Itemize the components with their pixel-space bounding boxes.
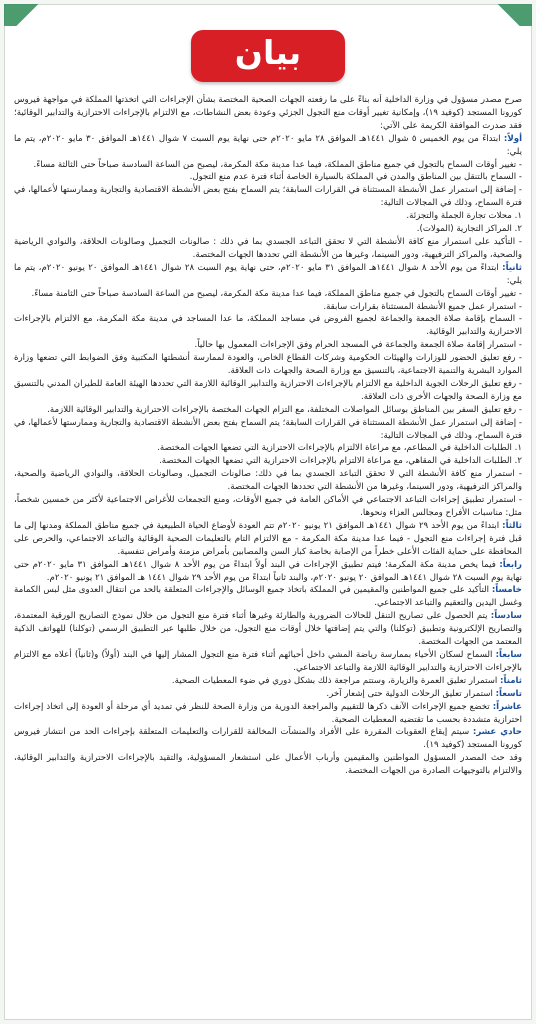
paragraph-text: ابتداءً من يوم الأحد ٨ شوال ١٤٤١هـ الموافق ٣١ مايو ٢٠٢٠م، حتى نهاية يوم السبت ٢٨ شوال ١٤٤١هـ الموافق ٢٠ يونيو ٢٠٢٠م، يتم ما يلي: <box>14 262 522 286</box>
paragraph-text: - السماح بإقامة صلاة الجمعة والجماعة لجميع الفروض في مساجد المملكة، ما عدا المساجد في مدينة مكة المكرمة، مع الالتزام بالإجراءات الاحترازية والتدابير الوقائية. <box>14 314 522 338</box>
paragraph-text: استمرار تعليق العمرة والزيارة، وستتم مراجعة ذلك بشكل دوري في ضوء المعطيات الصحية. <box>171 675 501 686</box>
statement-paragraph <box>14 288 522 301</box>
statement-paragraph <box>14 675 522 688</box>
statement-paragraph <box>14 94 522 133</box>
statement-paragraph <box>14 688 522 701</box>
paragraph-text: ٢. المراكز التجارية (المولات). <box>416 224 522 235</box>
paragraph-text: سيتم إيقاع العقوبات المقررة على الأفراد والمنشآت المخالفة للقرارات والتعليمات المتعلقة بإجراءات الحد من انتشار فيروس كورونا المستجد (كوفيد ١٩). <box>14 727 522 751</box>
paragraph-text: ١. محلات تجارة الجملة والتجزئة. <box>406 211 522 222</box>
clause-label: رابعاً: <box>499 559 522 570</box>
paragraph-text: ١. الطلبات الداخلية في المطاعم، مع مراعاة الالتزام بالإجراءات الاحترازية التي تضعها الجهات المختصة. <box>157 443 522 454</box>
statement-paragraph <box>14 584 522 610</box>
statement-paragraph <box>14 701 522 727</box>
statement-paragraph <box>14 171 522 184</box>
statement-paragraph <box>14 520 522 559</box>
clause-label: تاسعاً: <box>495 688 522 699</box>
statement-paragraph <box>14 236 522 262</box>
statement-paragraph <box>14 442 522 455</box>
statement-paragraph <box>14 468 522 494</box>
clause-label: ثامناً: <box>500 675 522 686</box>
paragraph-text: ابتداءً من يوم الأحد ٢٩ شوال ١٤٤١هـ الموافق ٢١ يونيو ٢٠٢٠م تتم العودة لأوضاع الحياة الطبيعية في جميع مناطق المملكة ومدنها إلى ما قبل فترة إجراءات منع التجول - فيما عدا مدينة مكة المكرمة - مع الالتزام التام بالتعليمات الصحية الوقائية والتباعد الاجتماعي، والحرص على المحافظة على حماية الفئات الأعلى خطراً من الإصابة بخاصة كبار السن والمصابين بأمراض مزمنة وأمراض تنفسية. <box>14 520 522 557</box>
paragraph-text: صرح مصدر مسؤول في وزارة الداخلية أنه بناءً على ما رفعته الجهات الصحية المختصة بشأن الإجراءات التي اتخذتها المملكة في مواجهة فيروس كورونا المستجد (كوفيد ١٩)، وإمكانية تغيير أوقات منع التجول الجزئي وعودة بعض النشاطات، مع الالتزام بالإجراءات الاحترازية والتدابير الوقائية؛ فقد صدرت الموافقة الكريمة على الآتي: <box>14 95 522 131</box>
paragraph-text: - رفع تعليق الحضور للوزارات والهيئات الحكومية وشركات القطاع الخاص، والعودة لممارسة أنشطتها المكتبية وفق الضوابط التي تضعها وزارة الموارد البشرية والتنمية الاجتماعية، بالتنسيق مع وزارة الصحة والجهات ذات العلاقة. <box>14 353 522 377</box>
paragraph-text: يتم الحصول على تصاريح التنقل للحالات الضرورية والطارئة وغيرها أثناء فترة منع التجول من خلال نموذج التصاريح الورقية المعتمدة، والتصاريح الإلكترونية وتطبيق (توكلنا) والتي يتم إضافتها خلال أوقات منع التجول، من خلال طلبها عبر التطبيق الرسمي (توكلنا) للهواتف الذكية المعتمد من الجهات المختصة. <box>14 611 522 648</box>
statement-paragraph <box>14 223 522 236</box>
clause-label: حادي عشر: <box>472 727 522 738</box>
statement-paragraph <box>14 313 522 339</box>
statement-paragraph <box>14 610 522 649</box>
clause-label: سادساً: <box>490 611 522 622</box>
paragraph-text: التأكيد على جميع المواطنين والمقيمين في المملكة باتخاذ جميع الوسائل والإجراءات المتعلقة بالحد من انتقال العدوى مثل لبس الكمامة وغسل اليدين والتعقيم والتباعد الاجتماعي. <box>14 585 522 609</box>
title-banner <box>0 30 536 82</box>
paragraph-text: - السماح بالتنقل بين المناطق والمدن في المملكة بالسيارة الخاصة أثناء فترة عدم منع التجول. <box>189 172 522 183</box>
paragraph-text: - إضافة إلى استمرار عمل الأنشطة المستثناة في القرارات السابقة؛ يتم السماح بفتح بعض الأنشطة الاقتصادية والتجارية وممارستها لأعمالها، في فترة السماح، وذلك في المجالات التالية: <box>14 417 522 441</box>
paragraph-text: ابتداءً من يوم الخميس ٥ شوال ١٤٤١هـ الموافق ٢٨ مايو ٢٠٢٠م حتى نهاية يوم السبت ٧ شوال ١٤٤١هـ الموافق ٣٠ مايو ٢٠٢٠م، يتم ما يلي: <box>14 133 522 157</box>
clause-label: عاشراً: <box>492 701 522 712</box>
paragraph-text: تخضع جميع الإجراءات الآنف ذكرها للتقييم والمراجعة الدورية من وزارة الصحة للنظر في تمديد أي مرحلة أو العودة إلى اتخاذ إجراءات احترازية متشددة بحسب ما تقتضيه المعطيات الصحية. <box>14 701 522 725</box>
paragraph-text: استمرار تعليق الرحلات الدولية حتى إشعار آخر. <box>326 688 496 699</box>
paragraph-text: - تغيير أوقات السماح بالتجول في جميع مناطق المملكة، فيما عدا مدينة مكة المكرمة، ليصبح من الساعة السادسة صباحاً حتى الثامنة مساءً. <box>31 288 522 299</box>
corner-ornament-right <box>486 4 532 26</box>
statement-paragraph <box>14 262 522 288</box>
paragraph-text: - التأكيد على استمرار منع كافة الأنشطة التي لا تحقق التباعد الجسدي بما في ذلك : صالونات التجميل وصالونات الحلاقة، والنوادي الرياضية والصحية، والمراكز الترفيهية، ودور السينما، وغيرها من الأنشطة التي تحددها الجهات المختصة. <box>14 236 522 260</box>
paragraph-text: السماح لسكان الأحياء بممارسة رياضة المشي داخل أحيائهم أثناء فترة منع التجول المشار إليها في البند (أولاً) و(ثانياً) أعلاه مع الالتزام بالإجراءات الاحترازية والتدابير الوقائية اللازمة والتباعد الاجتماعي. <box>14 649 522 673</box>
corner-ornament-left <box>4 4 50 26</box>
paragraph-text: - إضافة إلى استمرار عمل الأنشطة المستثناة في القرارات السابقة؛ يتم السماح بفتح بعض الأنشطة الاقتصادية والتجارية وممارستها لأعمالها، في فترة السماح، وذلك في المجالات التالية: <box>14 185 522 209</box>
statement-body <box>14 94 522 1018</box>
statement-paragraph <box>14 210 522 223</box>
statement-paragraph <box>14 726 522 752</box>
paragraph-text: - استمرار تطبيق إجراءات التباعد الاجتماعي في الأماكن العامة في جميع الأوقات، ومنع التجمعات للأغراض الاجتماعية لأكثر من خمسين شخصاً، مثل: مناسبات الأفراح ومجالس العزاء ونحوها. <box>14 495 522 518</box>
statement-paragraph <box>14 417 522 443</box>
paragraph-text: فيما يخص مدينة مكة المكرمة؛ فيتم تطبيق الإجراءات في البند أولاً ابتداءً من يوم الأحد ٨ شوال ١٤٤١هـ الموافق ٣١ مايو ٢٠٢٠م حتى نهاية يوم السبت ٢٨ شوال ١٤٤١هـ الموافق ٢٠ يونيو ٢٠٢٠م، والبند ثانياً ابتداءً من يوم الأحد ٢٩ شوال ١٤٤١ هـ الموافق ٢١ يونيو ٢٠٢٠م. <box>14 559 522 583</box>
statement-paragraph <box>14 159 522 172</box>
clause-label: ثالثاً: <box>502 520 522 531</box>
paragraph-text: - رفع تعليق السفر بين المناطق بوسائل المواصلات المختلفة، مع التزام الجهات المختصة بالإجراءات الاحترازية والتدابير الوقائية اللازمة. <box>47 404 522 415</box>
statement-paragraph <box>14 752 522 778</box>
paragraph-text: - استمرار عمل جميع الأنشطة المستثناة بقرارات سابقة. <box>323 301 522 312</box>
paragraph-text: وقد حث المصدر المسؤول المواطنين والمقيمين وأرباب الأعمال على استشعار المسؤولية، والتقيد بالإجراءات الاحترازية والتدابير الوقائية، والالتزام بالتوجيهات الصادرة من الجهات المختصة. <box>14 753 522 777</box>
statement-paragraph <box>14 184 522 210</box>
statement-paragraph <box>14 378 522 404</box>
statement-paragraph <box>14 494 522 520</box>
statement-paragraph <box>14 352 522 378</box>
statement-paragraph <box>14 301 522 314</box>
statement-paragraph <box>14 339 522 352</box>
clause-label: خامساً: <box>491 585 522 596</box>
clause-label: أولاً: <box>503 133 522 144</box>
statement-paragraph <box>14 455 522 468</box>
clause-label: سابعاً: <box>495 649 522 660</box>
statement-paragraph <box>14 559 522 585</box>
statement-paragraph <box>14 133 522 159</box>
paragraph-text: - استمرار إقامة صلاة الجمعة والجماعة في المسجد الحرام وفق الإجراءات المعمول بها حالياً. <box>194 340 522 351</box>
paragraph-text: - رفع تعليق الرحلات الجوية الداخلية مع الالتزام بالإجراءات الاحترازية والتدابير الوقائية اللازمة التي تحددها الهيئة العامة للطيران المدني بالتنسيق مع وزارة الصحة والجهات الأخرى ذات العلاقة. <box>14 378 522 402</box>
statement-paragraph <box>14 649 522 675</box>
paragraph-text: - تغيير أوقات السماح بالتجول في جميع مناطق المملكة، فيما عدا مدينة مكة المكرمة، ليصبح من الساعة السادسة صباحاً حتى الثالثة مساءً. <box>33 159 522 170</box>
clause-label: ثانياً: <box>502 262 522 273</box>
paragraph-text: - استمرار منع كافة الأنشطة التي لا تحقق التباعد الجسدي بما في ذلك: صالونات التجميل، وصالونات الحلاقة، والنوادي الرياضية والصحية، والمراكز الترفيهية، ودور السينما، وغيرها من الأنشطة التي تحددها الجهات المختصة. <box>14 469 522 493</box>
paragraph-text: ٢. الطلبات الداخلية في المقاهي، مع مراعاة الالتزام بالإجراءات الاحترازية التي تضعها الجهات المختصة. <box>159 456 522 467</box>
statement-paragraph <box>14 404 522 417</box>
document-title: بيان <box>191 30 345 82</box>
